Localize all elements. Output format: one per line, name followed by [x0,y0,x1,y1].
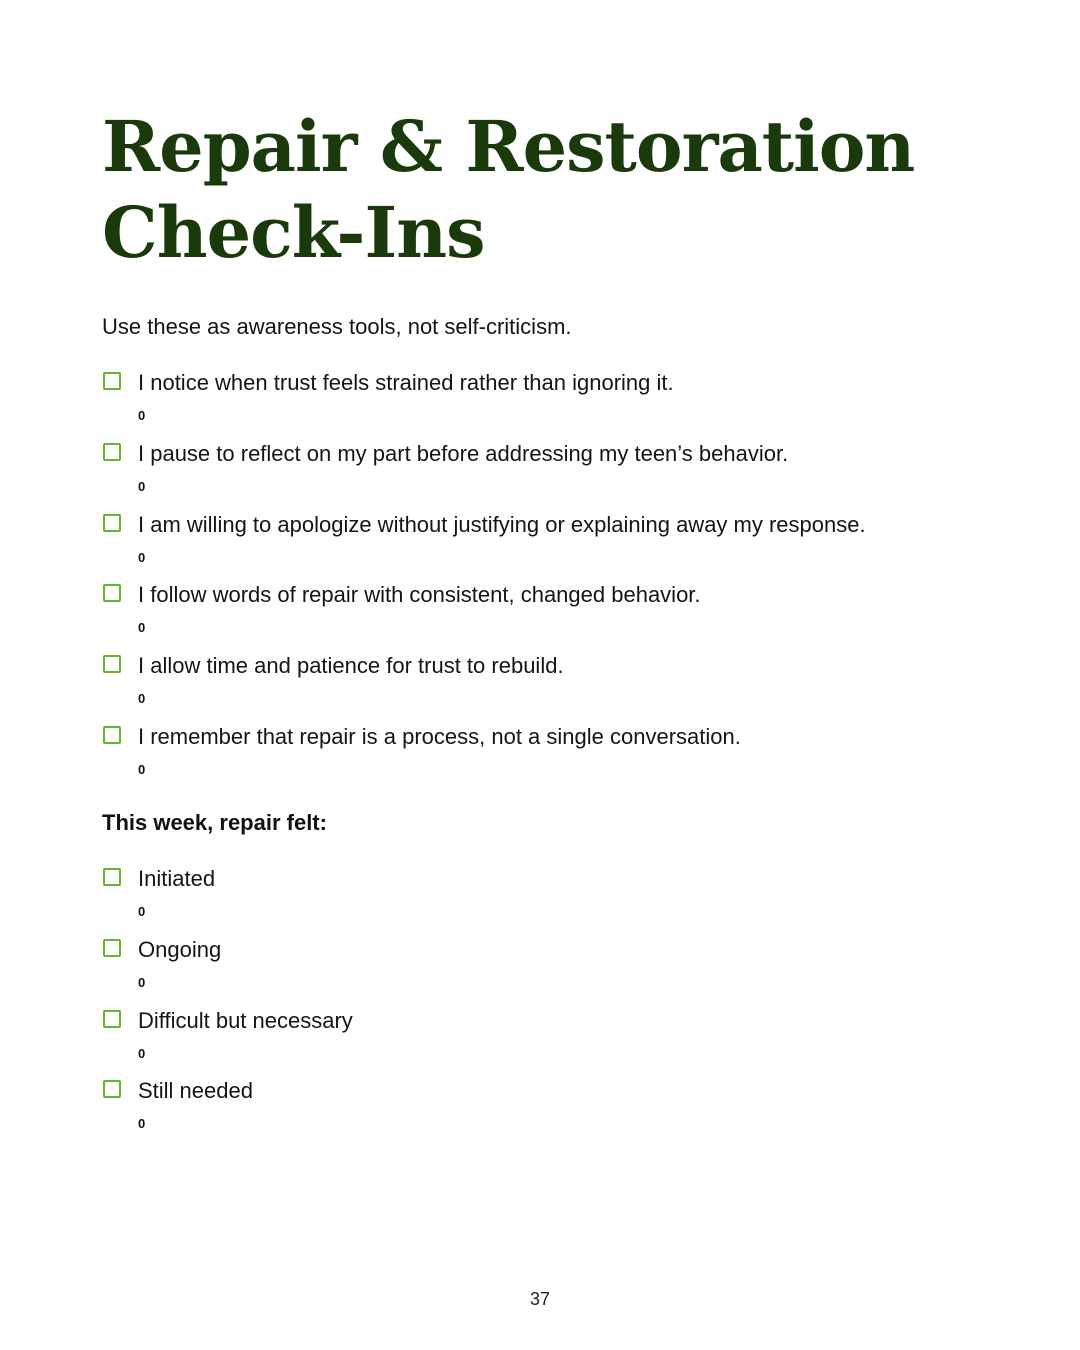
checklist-item-count: 0 [138,408,146,423]
page-number: 37 [529,1289,551,1309]
page-title-line-2: Check-Ins [102,191,485,274]
week-option [102,935,1002,1006]
week-option-label: Ongoing [138,936,222,962]
checklist-item [102,580,1002,651]
week-option-count: 0 [138,904,146,919]
checkbox[interactable] [103,514,121,532]
week-option-count: 0 [138,1045,146,1061]
checklist-item-count: 0 [138,549,146,565]
week-option-label: Still needed [138,1078,253,1104]
week-option-label: Initiated [138,866,216,891]
checkbox[interactable] [103,1080,121,1098]
checkbox[interactable] [103,939,121,957]
awareness-checklist [102,368,1002,793]
checklist-item [102,651,1002,722]
checkbox[interactable] [103,584,121,602]
week-heading: This week, repair felt: [102,810,327,835]
checkbox[interactable] [103,443,121,461]
checkbox[interactable] [103,726,121,744]
checkbox[interactable] [103,868,121,886]
week-options-checklist [102,864,1002,1147]
week-option [102,1006,1002,1077]
checklist-item-count: 0 [138,761,146,777]
checklist-item [102,722,1002,793]
checklist-item-label: I remember that repair is a process, not a single conversation. [138,723,741,749]
checklist-item-label: I am willing to apologize without justifying or explaining away my response. [138,511,866,537]
checklist-item-label: I pause to reflect on my part before addressing my teen’s behavior. [138,440,789,466]
week-option-count: 0 [138,1116,146,1132]
checklist-item-label: I notice when trust feels strained rather than ignoring it. [138,370,674,395]
checklist-item-count: 0 [138,478,146,494]
checkbox[interactable] [103,372,121,390]
week-option-label: Difficult but necessary [138,1007,353,1033]
checkbox[interactable] [103,655,121,673]
week-option [102,1076,1002,1147]
week-option-count: 0 [138,974,146,990]
page-title-line-1: Repair & Restoration [102,105,915,188]
week-option [102,864,1002,935]
checklist-item-count: 0 [138,620,146,636]
checkbox[interactable] [103,1010,121,1028]
checklist-item [102,439,1002,510]
checklist-item [102,510,1002,581]
intro-text: Use these as awareness tools, not self-criticism. [102,314,572,339]
checklist-item-label: I allow time and patience for trust to rebuild. [138,653,564,679]
checklist-item [102,368,1002,439]
checklist-item-count: 0 [138,691,146,707]
page-title [102,104,982,276]
checklist-item-label: I follow words of repair with consistent, changed behavior. [138,582,701,608]
